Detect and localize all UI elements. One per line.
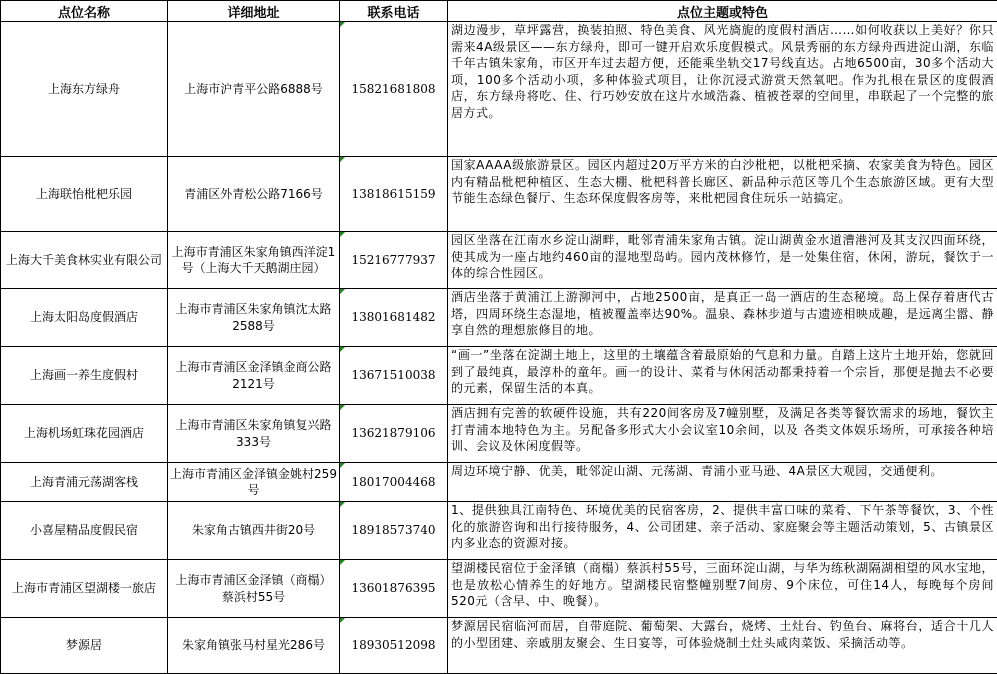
poi-name: 上海东方绿舟 bbox=[1, 22, 168, 157]
poi-address: 上海市青浦区朱家角镇复兴路333号 bbox=[168, 405, 340, 463]
table-row bbox=[1, 560, 997, 618]
poi-name: 小喜屋精品度假民宿 bbox=[1, 502, 168, 560]
poi-address: 上海市青浦区金泽镇金商公路2121号 bbox=[168, 347, 340, 405]
table-row bbox=[1, 502, 997, 560]
poi-description: 酒店坐落于黄浦江上游泖河中，占地2500亩，是真正一岛一酒店的生态秘境。岛上保存着唐代古塔，四周环绕生态湿地，植被覆盖率达90%。温泉、森林步道与古遗迹相映成趣，是远离尘嚣、静享自然的理想旅修目的地。 bbox=[448, 289, 997, 347]
header-name: 点位名称 bbox=[1, 1, 168, 22]
poi-phone: 18017004468 bbox=[340, 463, 448, 502]
table-row bbox=[1, 347, 997, 405]
poi-description: 国家AAAA级旅游景区。园区内超过20万平方米的白沙枇杷，以枇杷采摘、农家美食为特色。园区内有精品枇杷种植区、生态大棚、枇杷科普长廊区、新品种示范区等几个生态旅游区域。更有大型节能生态绿色餐厅、生态环保度假客房等，来枇杷园食住玩乐一站搞定。 bbox=[448, 157, 997, 232]
poi-phone: 13818615159 bbox=[340, 157, 448, 232]
poi-address: 上海市沪青平公路6888号 bbox=[168, 22, 340, 157]
poi-name: 上海太阳岛度假酒店 bbox=[1, 289, 168, 347]
table-row bbox=[1, 157, 997, 232]
poi-phone: 18918573740 bbox=[340, 502, 448, 560]
poi-address: 朱家角古镇西井街20号 bbox=[168, 502, 340, 560]
poi-description: “画一”坐落在淀湖土地上，这里的土壤蕴含着最原始的气息和力量。自踏上这片土地开始，您就回到了最纯真，最淳朴的童年。画一的设计、菜肴与休闲活动都秉持着一个宗旨，那便是抛去不必要的元素，保留生活的本真。 bbox=[448, 347, 997, 405]
poi-description: 酒店拥有完善的软硬件设施，共有220间客房及7幢别墅，及满足各类等餐饮需求的场地，餐饮主打青浦本地特色为主。另配备多形式大小会议室10余间，以及 各类文体娱乐场所，可承接各种培训、会议及休闲度假等。 bbox=[448, 405, 997, 463]
poi-phone: 13671510038 bbox=[340, 347, 448, 405]
poi-name: 梦源居 bbox=[1, 618, 168, 674]
poi-name: 上海大千美食林实业有限公司 bbox=[1, 232, 168, 289]
poi-name: 上海青浦元荡湖客栈 bbox=[1, 463, 168, 502]
table-row bbox=[1, 22, 997, 157]
poi-description: 望湖楼民宿位于金泽镇（商榻）蔡浜村55号，三面环淀山湖，与华为练秋湖隔湖相望的风水宝地，也是放松心情养生的好地方。望湖楼民宿整幢别墅7间房、9个床位，可住14人，每晚每个房间520元（含早、中、晚餐）。 bbox=[448, 560, 997, 618]
poi-address: 上海市青浦区朱家角镇西洋淀1号（上海大千天鹅湖庄园） bbox=[168, 232, 340, 289]
poi-name: 上海市青浦区望湖楼一旅店 bbox=[1, 560, 168, 618]
poi-name: 上海联怡枇杷乐园 bbox=[1, 157, 168, 232]
header-phone: 联系电话 bbox=[340, 1, 448, 22]
table-row bbox=[1, 232, 997, 289]
poi-phone: 15216777937 bbox=[340, 232, 448, 289]
poi-description: 园区坐落在江南水乡淀山湖畔，毗邻青浦朱家角古镇。淀山湖黄金水道漕港河及其支汉四面环绕，使其成为一座占地约460亩的湿地型岛屿。园内茂林修竹，是一处集住宿，休闲，游玩，餐饮于一体的综合性园区。 bbox=[448, 232, 997, 289]
header-address: 详细地址 bbox=[168, 1, 340, 22]
poi-name: 上海画一养生度假村 bbox=[1, 347, 168, 405]
poi-phone: 15821681808 bbox=[340, 22, 448, 157]
poi-address: 青浦区外青松公路7166号 bbox=[168, 157, 340, 232]
poi-phone: 13621879106 bbox=[340, 405, 448, 463]
table-row bbox=[1, 463, 997, 502]
poi-description: 湖边漫步，草坪露营，换装拍照、特色美食、风光旖旎的度假村酒店……如何收获以上美好？你只需来4A级景区——东方绿舟，即可一键开启欢乐度假模式。风景秀丽的东方绿舟西进淀山湖，东临千年古镇朱家角，市区开车过去超方便，还能乘坐轨交17号线直达。占地6500亩，30多个活动大项，100多个活动小项，多种体验式项目，让你沉浸式游赏天然氧吧。作为扎根在景区的度假酒店，东方绿舟将吃、住、行巧妙安放在这片水域浩淼、植被苍翠的空间里，串联起了一个完整的旅居方式。 bbox=[448, 22, 997, 157]
table-row bbox=[1, 289, 997, 347]
poi-description: 梦源居民宿临河而居，自带庭院、葡萄架、大露台，烧烤、土灶台、钓鱼台、麻将台，适合十几人的小型团建、亲戚朋友聚会、生日宴等，可体验烧制土灶头咸肉菜饭、采摘活动等。 bbox=[448, 618, 997, 674]
poi-address: 上海市青浦区朱家角镇沈太路2588号 bbox=[168, 289, 340, 347]
poi-phone: 13601876395 bbox=[340, 560, 448, 618]
poi-description: 周边环境宁静、优美，毗邻淀山湖、元荡湖、青浦小亚马逊、4A景区大观园，交通便利。 bbox=[448, 463, 997, 502]
poi-name: 上海机场虹珠花园酒店 bbox=[1, 405, 168, 463]
header-feature: 点位主题或特色 bbox=[448, 1, 997, 22]
poi-address: 朱家角镇张马村星光286号 bbox=[168, 618, 340, 674]
poi-phone: 13801681482 bbox=[340, 289, 448, 347]
table-row bbox=[1, 405, 997, 463]
poi-description: 1、提供独具江南特色、环境优美的民宿客房，2、提供丰富口味的菜肴、下午茶等餐饮，3、个性化的旅游咨询和出行接待服务，4、公司团建、亲子活动、家庭聚会等主题活动策划，5、古镇景区内多业态的资源对接。 bbox=[448, 502, 997, 560]
poi-address: 上海市青浦区金泽镇（商榻）蔡浜村55号 bbox=[168, 560, 340, 618]
poi-phone: 18930512098 bbox=[340, 618, 448, 674]
header-row bbox=[1, 1, 997, 22]
poi-address: 上海市青浦区金泽镇金姚村259号 bbox=[168, 463, 340, 502]
table-row bbox=[1, 618, 997, 674]
